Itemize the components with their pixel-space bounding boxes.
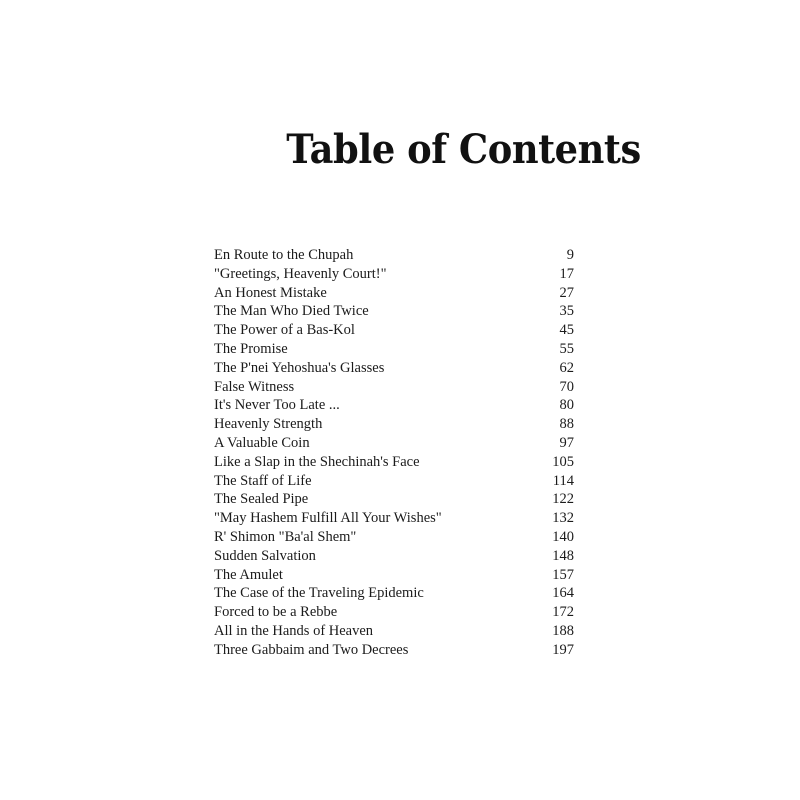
toc-entry-title: "May Hashem Fulfill All Your Wishes" — [214, 510, 442, 527]
toc-entry-title: The Case of the Traveling Epidemic — [214, 585, 424, 602]
toc-entry-title: Heavenly Strength — [214, 416, 323, 433]
toc-entry-page-number: 17 — [559, 265, 574, 282]
toc-entry-title: An Honest Mistake — [214, 284, 327, 301]
toc-entry-row[interactable] — [214, 396, 574, 415]
toc-entry-page-number: 132 — [552, 510, 574, 527]
toc-entry-row[interactable] — [214, 415, 574, 434]
toc-entry-page-number: 27 — [559, 284, 574, 301]
toc-entry-row[interactable] — [214, 265, 574, 284]
toc-entry-page-number: 9 — [566, 247, 574, 263]
toc-entry-row[interactable] — [214, 434, 574, 453]
toc-entry-row[interactable] — [214, 622, 574, 641]
toc-entry-title: The Man Who Died Twice — [214, 303, 369, 320]
toc-entry-title: All in the Hands of Heaven — [214, 622, 374, 639]
page-title: Table of Contents — [286, 126, 641, 173]
toc-entry-title: Like a Slap in the Shechinah's Face — [214, 453, 420, 470]
toc-entry-page-number: 172 — [552, 604, 574, 621]
table-of-contents-list — [214, 246, 574, 660]
toc-entry-title: False Witness — [214, 378, 295, 395]
toc-entry-title: The P'nei Yehoshua's Glasses — [214, 359, 385, 376]
toc-entry-title: R' Shimon "Ba'al Shem" — [214, 528, 357, 545]
toc-entry-page-number: 164 — [552, 585, 574, 602]
toc-entry-title: The Promise — [214, 340, 288, 357]
toc-entry-page-number: 122 — [552, 491, 574, 508]
toc-entry-page-number: 148 — [552, 547, 574, 564]
toc-entry-row[interactable] — [214, 603, 574, 622]
toc-entry-row[interactable] — [214, 509, 574, 528]
toc-entry-title: The Staff of Life — [214, 472, 312, 489]
toc-entry-title: The Sealed Pipe — [214, 491, 309, 508]
toc-entry-title: The Power of a Bas-Kol — [214, 322, 355, 339]
toc-entry-row[interactable] — [214, 547, 574, 566]
toc-entry-title: The Amulet — [214, 566, 283, 583]
toc-entry-row[interactable] — [214, 284, 574, 303]
toc-entry-page-number: 88 — [559, 416, 574, 433]
toc-entry-row[interactable] — [214, 302, 574, 321]
toc-entry-row[interactable] — [214, 359, 574, 378]
toc-entry-page-number: 140 — [552, 528, 574, 545]
toc-entry-row[interactable] — [214, 566, 574, 585]
toc-entry-title: Sudden Salvation — [214, 547, 316, 564]
toc-entry-page-number: 80 — [559, 397, 574, 414]
toc-entry-row[interactable] — [214, 246, 574, 265]
toc-entry-page-number: 197 — [552, 641, 574, 658]
toc-entry-row[interactable] — [214, 490, 574, 509]
toc-entry-page-number: 45 — [559, 322, 574, 339]
toc-entry-title: En Route to the Chupah — [214, 247, 354, 263]
toc-entry-row[interactable] — [214, 472, 574, 491]
toc-entry-page-number: 105 — [552, 453, 574, 470]
toc-entry-row[interactable] — [214, 584, 574, 603]
toc-entry-title: It's Never Too Late ... — [214, 397, 340, 414]
toc-entry-title: A Valuable Coin — [214, 434, 310, 451]
toc-entry-row[interactable] — [214, 453, 574, 472]
toc-entry-row[interactable] — [214, 641, 574, 660]
toc-entry-title: Three Gabbaim and Two Decrees — [214, 641, 409, 658]
toc-entry-page-number: 188 — [552, 622, 574, 639]
toc-entry-page-number: 70 — [559, 378, 574, 395]
toc-entry-page-number: 157 — [552, 566, 574, 583]
toc-entry-page-number: 97 — [559, 434, 574, 451]
toc-entry-row[interactable] — [214, 321, 574, 340]
toc-entry-title: "Greetings, Heavenly Court!" — [214, 265, 387, 282]
toc-entry-page-number: 55 — [559, 340, 574, 357]
toc-entry-page-number: 35 — [559, 303, 574, 320]
toc-entry-row[interactable] — [214, 528, 574, 547]
toc-entry-page-number: 62 — [559, 359, 574, 376]
toc-entry-title: Forced to be a Rebbe — [214, 604, 338, 621]
toc-entry-row[interactable] — [214, 378, 574, 397]
toc-entry-page-number: 114 — [552, 472, 574, 489]
toc-entry-row[interactable] — [214, 340, 574, 359]
